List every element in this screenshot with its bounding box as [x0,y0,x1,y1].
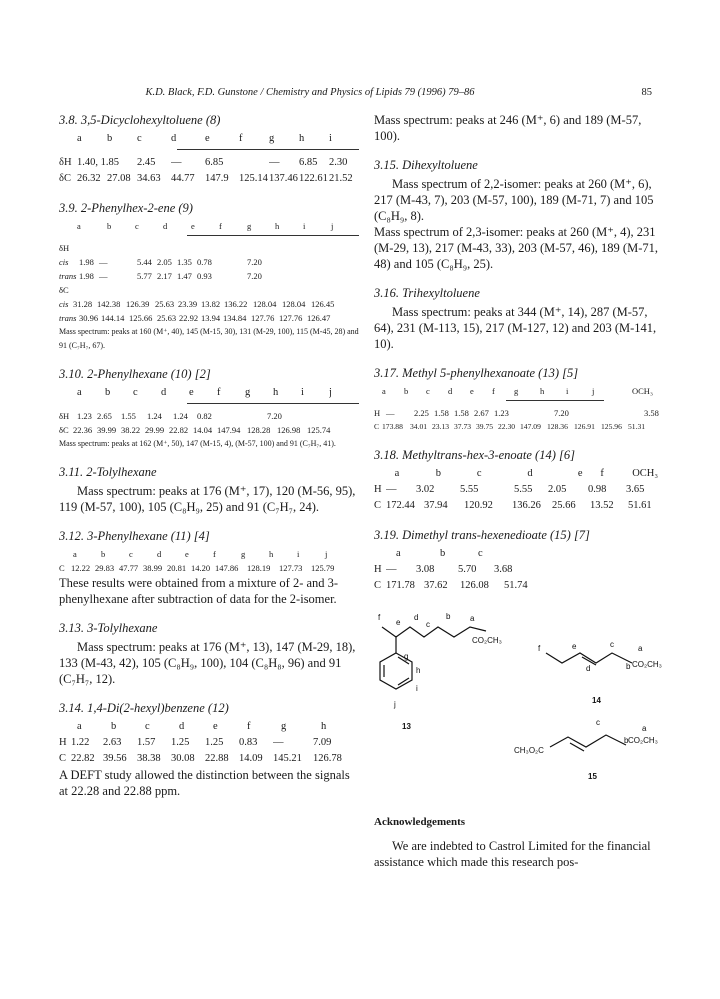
section-3-15 [374,157,664,272]
column-letters: a b c d e f g h i j [77,221,334,231]
structure-15-letter-a: a [642,724,647,733]
section-title: 3.9. 2-Phenylhex-2-ene (9) [59,201,193,215]
structure-14-letter-c: c [610,640,614,649]
trans-H-row: trans 1.98 — 5.77 2.17 1.47 0.93 7.20 [59,271,262,281]
section-text: A DEFT study allowed the distinction between the signals at 22.28 and 22.88 ppm. [59,768,350,798]
structure-14-letter-e: e [572,642,577,651]
structure-13-letter-e: e [396,618,401,627]
section-3-8 [59,112,359,187]
structure-14-letter-a: a [638,644,643,653]
structure-13-ester: CO₂CH₃ [472,636,502,645]
structure-13-letter-j: j [394,700,396,709]
H-row: H 1.22 2.63 1.57 1.25 1.25 0.83 — 7.09 [59,737,332,748]
section-3-17 [374,365,664,434]
section-title: 3.12. 3-Phenylhexane (11) [4] [59,529,210,543]
section-title: 3.13. 3-Tolylhexane [59,621,158,635]
structure-14-letter-b: b [626,662,631,671]
table-rule [187,403,359,404]
running-header [0,84,720,102]
trans-C-row: trans 30.96 144.14 125.66 25.63 22.92 13.94 134.84 127.76 127.76 126.47 [59,313,331,323]
structure-15 [550,735,626,751]
column-letters: a b c d e f g h [77,721,327,732]
acknowledgements-text: We are indebted to Castrol Limited for the financial assistance which made this research pos- [374,839,651,869]
structure-13-letter-f: f [378,613,381,622]
right-column [374,112,664,870]
structure-15-letter-b: b [624,736,629,745]
structure-13-letter-h: h [416,666,421,675]
structure-15-ester-left: CH₃O₂C [514,746,544,755]
structure-15-chain [550,735,626,747]
H-row: H — 2.25 1.58 1.58 2.67 1.23 7.20 3.58 [374,408,659,418]
C-row: C 173.88 34.01 23.13 37.73 39.75 22.30 147.09 128.36 126.91 125.96 51.31 [374,422,646,431]
cis-H-row: cis 1.98 — 5.44 2.05 1.35 0.78 7.20 [59,257,262,267]
dH-row: δH 1.23 2.65 1.55 1.24 1.24 0.82 7.20 [59,411,282,421]
section-text: Mass spectrum: peaks at 176 (M⁺, 13), 147 (M-29, 18), 133 (M-43, 42), 105 (C₈H₉, 100), 104 (C₈H₈, 96) and 91 (C₇H₇, 12). [59,640,356,686]
structure-15-label: 15 [588,772,597,781]
table-rule [187,235,359,236]
mass-spectrum-note: Mass spectrum: peaks at 160 (M⁺, 40), 145 (M-15, 30), 131 (M-29, 100), 115 (M-45, 28) and 91 (C₇H₇, 67). [59,327,359,350]
section-text-2: Mass spectrum of 2,3-isomer: peaks at 260 (M⁺, 4), 231 (M-29, 13), 217 (M-43, 33), 203 (M-57, 46), 189 (M-71, 48) and 105 (C₈H₉, 25). [374,225,658,271]
dC-row: δC 26.32 27.08 34.63 44.77 147.9 125.14 137.46 122.61 21.52 [59,173,353,184]
section-3-13 [59,620,359,687]
mass-spectrum-note: Mass spectrum: peaks at 162 (M⁺, 50), 147 (M-15, 4), (M-57, 100) and 91 (C₇H₇, 41). [59,439,336,448]
column-letters: a b c d e f g h i j OCH₃ [382,386,653,396]
dC-row: δC 22.36 39.99 38.22 29.99 22.82 14.04 147.94 128.28 126.98 125.74 [59,425,331,435]
structure-14-letter-d: d [586,664,591,673]
structure-13-letter-d: d [414,613,419,622]
section-3-11 [59,464,359,515]
H-row: H — 3.02 5.55 5.55 2.05 0.98 3.65 [374,484,645,495]
section-title: 3.10. 2-Phenylhexane (10) [2] [59,367,211,381]
C-row: C 171.78 37.62 126.08 51.74 [374,580,528,591]
section-3-14-continued [374,112,664,144]
section-3-10 [59,366,359,451]
dH-label-row: δH [59,243,70,253]
column-letters: a b c d e f g h i j [77,387,332,398]
section-3-18 [374,447,664,514]
structure-13-letter-b: b [446,612,451,621]
section-title: 3.18. Methyltrans-hex-3-enoate (14) [6] [374,448,575,462]
section-title: 3.15. Dihexyltoluene [374,158,478,172]
page-number: 85 [641,87,652,98]
section-text: Mass spectrum: peaks at 246 (M⁺, 6) and 189 (M-57, 100). [374,113,642,143]
section-text: Mass spectrum of 2,2-isomer: peaks at 260 (M⁺, 6), 217 (M-43, 7), 203 (M-57, 100), 189 (M-71, 7) and 105 (C₈H₉, 8). [374,177,654,223]
structure-15-letter-c: c [596,718,600,727]
section-title: 3.14. 1,4-Di(2-hexyl)benzene (12) [59,701,229,715]
structure-13-label: 13 [402,722,411,731]
structure-13 [380,627,486,689]
C-row: C 12.22 29.83 47.77 38.99 20.81 14.20 147.86 128.19 127.73 125.79 [59,563,335,573]
table-rule [177,149,359,150]
section-text: Mass spectrum: peaks at 176 (M⁺, 17), 120 (M-56, 95), 119 (M-57, 100), 105 (C₈H₉, 25) and 91 (C₇H₇, 24). [59,484,356,514]
section-title: 3.8. 3,5-Dicyclohexyltoluene (8) [59,113,221,127]
section-3-19 [374,527,664,594]
cis-C-row: cis 31.28 142.38 126.39 25.63 23.39 13.82 136.22 128.04 128.04 126.45 [59,299,335,309]
column-letters: a b c [396,548,483,559]
column-letters: a b c d e f g h i [77,133,332,144]
section-title: 3.17. Methyl 5-phenylhexanoate (13) [5] [374,366,579,380]
section-3-12 [59,528,359,607]
structure-figure [374,607,664,807]
structure-13-letter-c: c [426,620,430,629]
structure-13-chain [382,627,486,637]
section-text: Mass spectrum: peaks at 344 (M⁺, 14), 287 (M-57, 64), 231 (M-113, 15), 217 (M-127, 12) and 203 (M-141, 10). [374,305,657,351]
column-letters: a b c d e f OCH₃ [394,468,659,479]
section-3-9 [59,200,359,353]
structure-14-label: 14 [592,696,601,705]
table-rule [506,400,604,401]
H-row: H — 3.08 5.70 3.68 [374,564,513,575]
column-letters: a b c d e f g h i j [73,549,328,559]
dH-row: δH 1.40, 1.85 2.45 — 6.85 — 6.85 2.30 [59,157,348,168]
dC-label-row: δC [59,285,69,295]
section-3-14 [59,700,359,799]
acknowledgements [374,815,664,870]
section-title: 3.16. Trihexyltoluene [374,286,480,300]
structure-13-letter-a: a [470,614,475,623]
structure-15-ester-right: CO₂CH₃ [628,736,658,745]
left-column [59,112,359,812]
section-title: 3.11. 2-Tolylhexane [59,465,157,479]
structure-13-letter-i: i [416,684,418,693]
structure-14-letter-f: f [538,644,541,653]
section-title: 3.19. Dimethyl trans-hexenedioate (15) [7] [374,528,590,542]
section-text: These results were obtained from a mixture of 2- and 3-phenylhexane after subtraction of data for the 2-isomer. [59,576,339,606]
section-3-16 [374,285,664,352]
structure-13-letter-g: g [404,652,409,661]
header-citation: K.D. Black, F.D. Gunstone / Chemistry and Physics of Lipids 79 (1996) 79–86 [145,87,475,98]
acknowledgements-heading: Acknowledgements [374,816,466,828]
structures-svg [374,607,664,807]
structure-14-ester: CO₂CH₃ [632,660,662,669]
C-row: C 22.82 39.56 38.38 30.08 22.88 14.09 145.21 126.78 [59,753,342,764]
C-row: C 172.44 37.94 120.92 136.26 25.66 13.52 51.61 [374,500,652,511]
